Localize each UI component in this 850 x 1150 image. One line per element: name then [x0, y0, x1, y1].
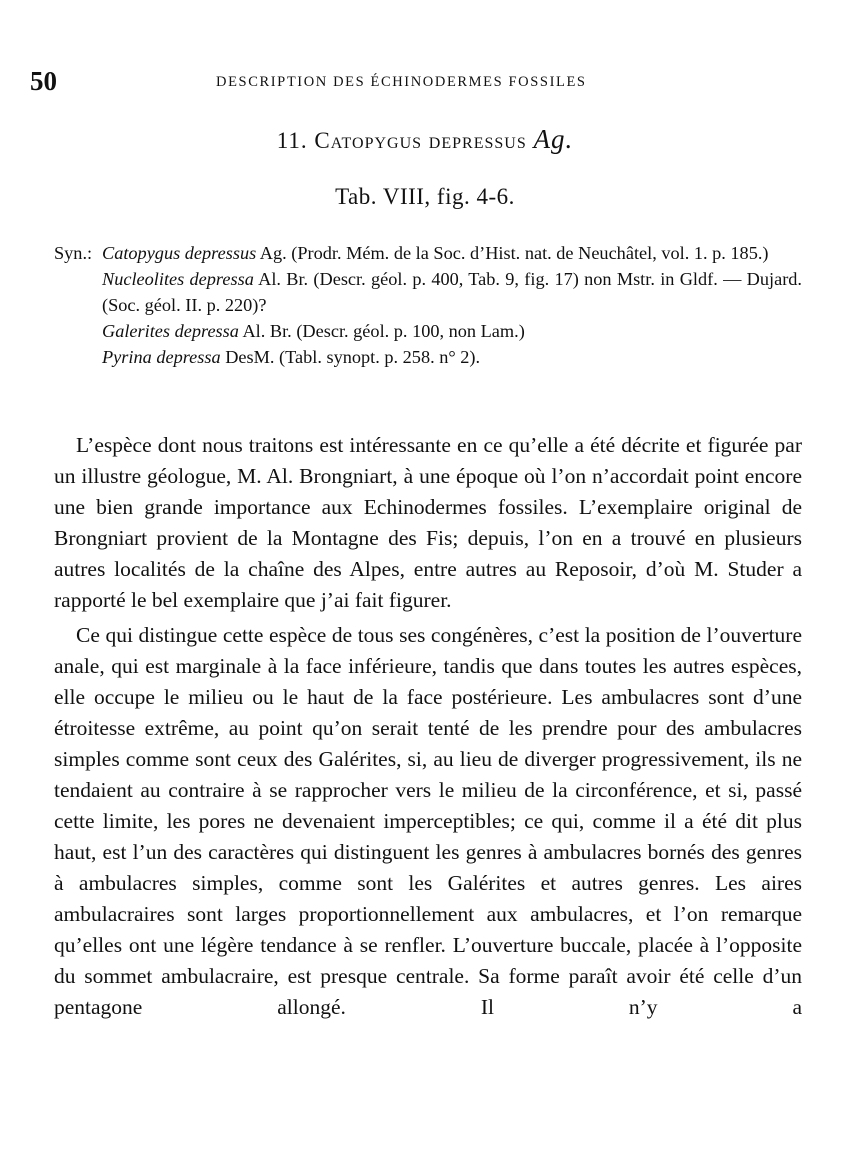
synonym-reference: DesM. (Tabl. synopt. p. 258. n° 2). — [220, 347, 481, 367]
synonymy-entry — [54, 318, 802, 344]
synonym-name: Catopygus depressus — [102, 243, 257, 263]
synonym-name: Nucleolites depressa — [102, 269, 254, 289]
synonym-reference: Ag. (Prodr. Mém. de la Soc. d’Hist. nat. de Neuchâtel, vol. 1. p. 185.) — [256, 243, 769, 263]
paragraph: L’espèce dont nous traitons est intéressante en ce qu’elle a été décrite et figurée par un illustre géologue, M. Al. Brongniart, à une époque où l’on n’accordait point encore une bien grande importance aux Echinodermes fossiles. L’exemplaire original de Brongniart provient de la Montagne des Fis; depuis, l’on en a trouvé en plusieurs autres localités de la chaîne des Alpes, entre autres au Reposoir, d’où M. Studer a rapporté le bel exemplaire que j’ai fait figurer. — [54, 433, 802, 612]
synonymy-label: Syn.: — [54, 243, 93, 263]
genus-name: Catopygus — [314, 128, 423, 153]
synonym-reference: Al. Br. (Descr. géol. p. 400, Tab. 9, fig. 17) non Mstr. in Gldf. — Dujard. (Soc. géol. II. p. 220)? — [102, 269, 802, 315]
synonymy-entry — [54, 240, 802, 266]
synonym-name: Galerites depressa — [102, 321, 239, 341]
species-number: 11. — [276, 128, 308, 153]
page-header — [0, 64, 850, 98]
synonym-name: Pyrina depressa — [102, 347, 221, 367]
species-name: depressus — [428, 128, 527, 153]
synonym-reference: Al. Br. (Descr. géol. p. 100, non Lam.) — [238, 321, 525, 341]
species-author: Ag. — [533, 124, 574, 154]
synonymy-entry — [54, 266, 802, 318]
synonymy-entry — [54, 344, 802, 370]
synonymy-list — [54, 240, 802, 370]
species-title — [0, 124, 850, 155]
body-text — [54, 430, 802, 1027]
paragraph: Ce qui distingue cette espèce de tous ses congénères, c’est la position de l’ouverture anale, qui est marginale à la face inférieure, tandis que dans toutes les autres espèces, elle occupe le milieu ou le haut de la face postérieure. Les ambulacres sont d’une étroitesse extrême, au point qu’on serait tenté de les prendre pour des ambulacres simples comme sont ceux des Galérites, si, au lieu de diverger progressivement, ils ne tendaient au contraire à se rapprocher vers le milieu de la circonférence, et si, passé cette limite, les pores ne devenaient imperceptibles; ce qui, comme il a été dit plus haut, est l’un des caractères qui distinguent les genres à ambulacres bornés des genres à ambulacres simples, comme sont les Galérites et autres genres. Les aires ambulacraires sont larges proportionnellement aux ambulacres, et l’on remarque qu’elles ont une légère tendance à se renfler. L’ouverture buccale, placée à l’opposite du sommet ambulacraire, est presque centrale. Sa forme paraît avoir été celle d’un pentagone allongé. Il n’y a — [54, 623, 802, 1019]
page-number: 50 — [30, 66, 57, 96]
running-head: DESCRIPTION DES ÉCHINODERMES FOSSILES — [216, 74, 587, 90]
plate-reference: Tab. VIII, fig. 4-6. — [335, 184, 515, 209]
